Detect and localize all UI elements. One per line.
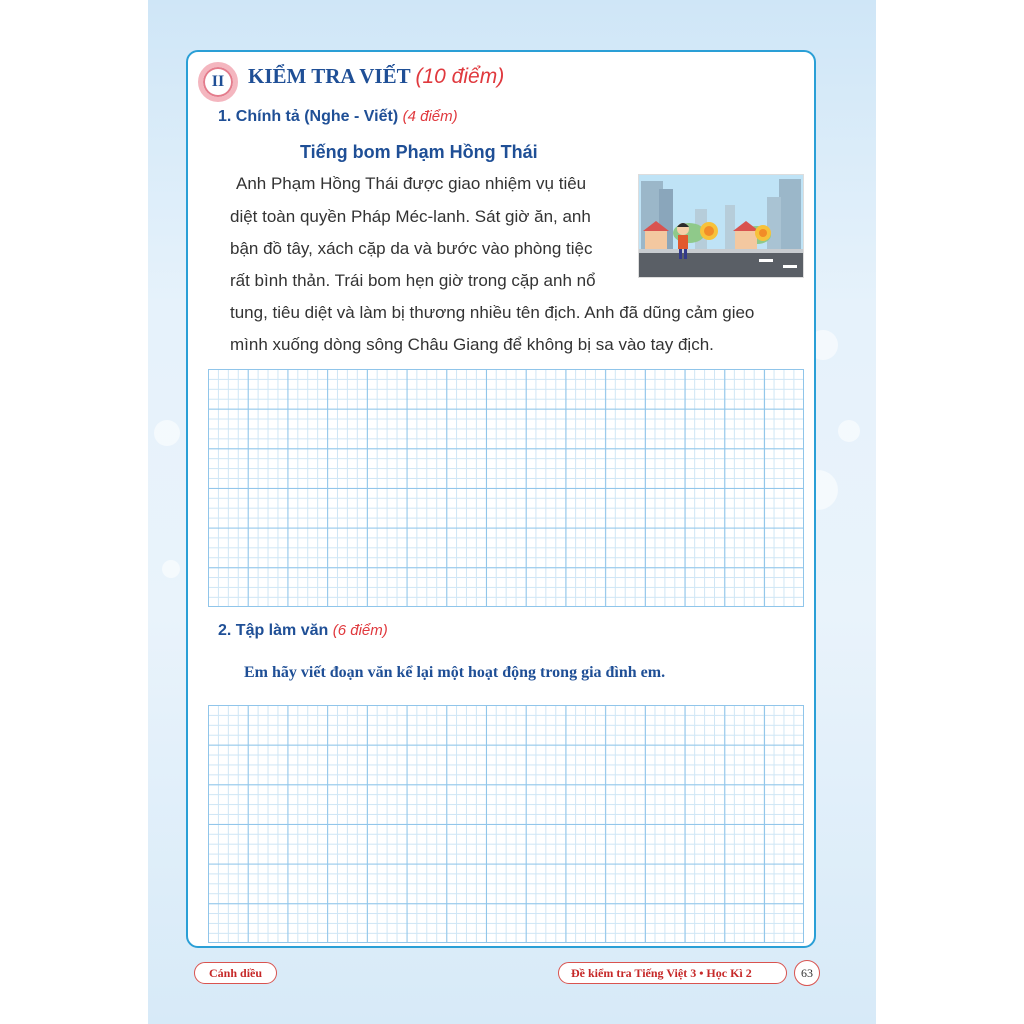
decor-bubble — [162, 560, 180, 578]
section-number-badge: II — [198, 62, 238, 102]
footer-series-label: Cánh diều — [194, 962, 277, 984]
story-line-4: rất bình thản. Trái bom hẹn giờ trong cặp anh nổ — [230, 271, 596, 290]
decor-bubble — [154, 420, 180, 446]
story-line-1: Anh Phạm Hồng Thái được giao nhiệm vụ tiêu — [236, 174, 587, 193]
page-number: 63 — [794, 960, 820, 986]
writing-grid-dictation[interactable] — [208, 369, 804, 607]
story-line-5: tung, tiêu diệt và làm bị thương nhiều tên địch. Anh đã dũng cảm gieo — [230, 303, 755, 322]
page-background — [148, 0, 876, 1024]
footer-book-title: Đề kiểm tra Tiếng Việt 3 • Học Kì 2 — [558, 962, 787, 984]
section-title — [248, 64, 504, 89]
story-line-2: diệt toàn quyền Pháp Méc-lanh. Sát giờ ăn, anh — [230, 207, 591, 226]
city-street-illustration — [639, 175, 803, 277]
section-title-text: KIỂM TRA VIẾT — [248, 64, 411, 88]
story-illustration — [638, 174, 804, 278]
part2-title-text: 2. Tập làm văn — [218, 622, 329, 639]
writing-grid-essay[interactable] — [208, 705, 804, 943]
story-title: Tiếng bom Phạm Hồng Thái — [300, 142, 538, 162]
part2-points: (6 điểm) — [332, 622, 388, 639]
part2-title — [218, 622, 388, 640]
part1-title — [218, 108, 458, 126]
essay-prompt: Em hãy viết đoạn văn kể lại một hoạt động trong gia đình em. — [244, 664, 666, 681]
decor-bubble — [838, 420, 860, 442]
exam-card — [186, 50, 816, 948]
part1-title-text: 1. Chính tả (Nghe - Viết) — [218, 108, 399, 125]
part1-points: (4 điểm) — [402, 108, 458, 125]
story-line-6: mình xuống dòng sông Châu Giang để không bị sa vào tay địch. — [230, 335, 714, 354]
section-points: (10 điểm) — [415, 65, 505, 88]
story-line-3: bận đồ tây, xách cặp da và bước vào phòng tiệc — [230, 239, 593, 258]
